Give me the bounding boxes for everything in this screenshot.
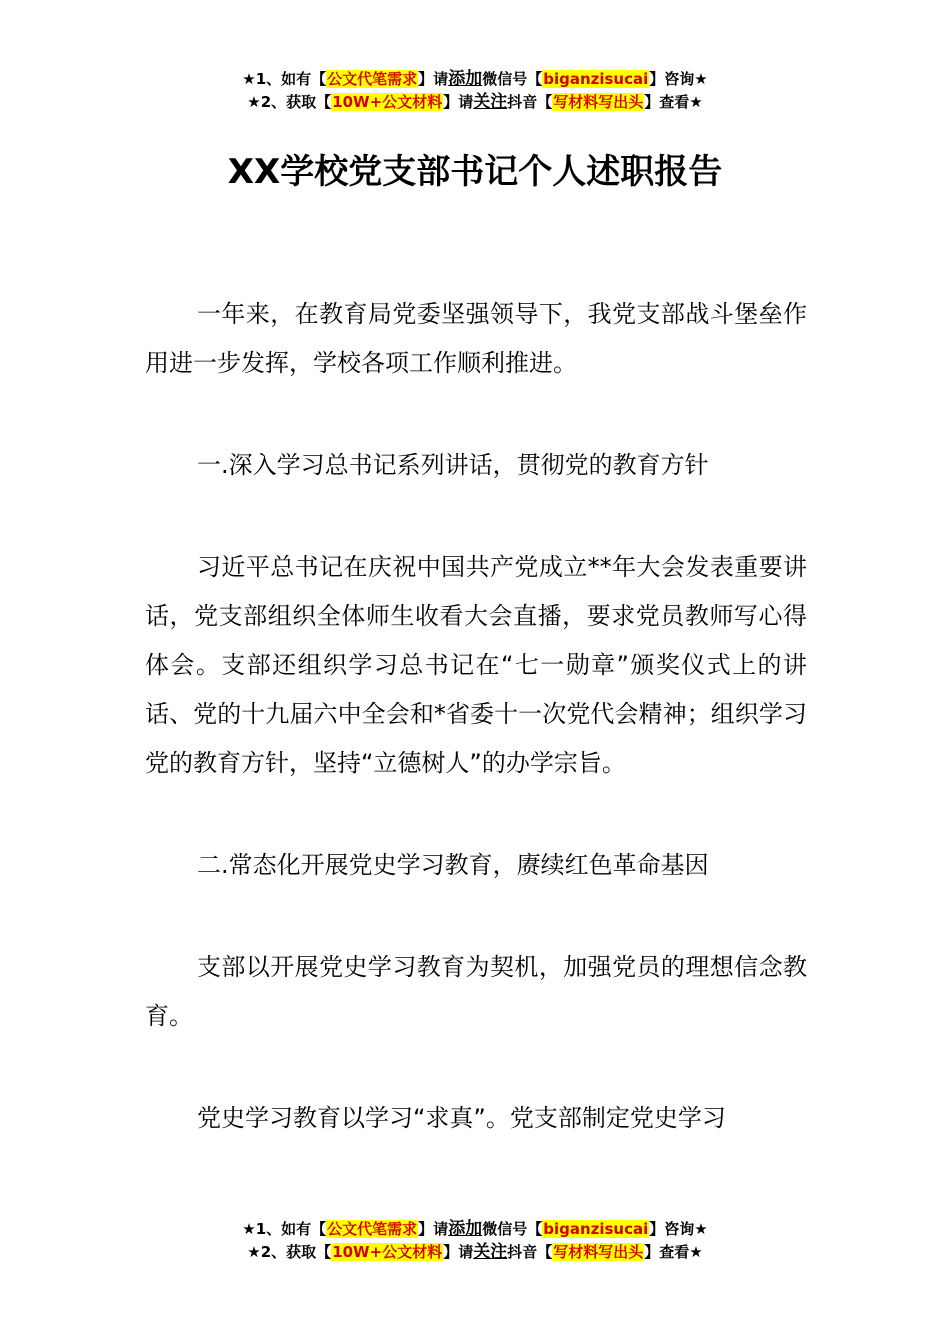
banner-text: 】请 [443, 1243, 474, 1261]
banner-text: 】咨询★ [649, 70, 708, 88]
banner-highlight: 公文代笔需求 [327, 70, 418, 88]
banner-highlight: biganzisucai [543, 70, 649, 88]
banner-highlight: 10W+公文材料 [332, 1243, 443, 1261]
banner-text: 】查看★ [644, 1243, 703, 1261]
banner-text: ★1、如有【 [242, 1220, 327, 1238]
banner-text: 抖音【 [507, 1243, 553, 1261]
banner-text: 】请 [418, 70, 449, 88]
banner-highlight: 写材料写出头 [553, 1243, 644, 1261]
banner-highlight: 公文代笔需求 [327, 1220, 418, 1238]
banner-line-1 [0, 68, 950, 91]
banner-text: 】请 [443, 93, 474, 111]
bottom-banner [0, 1218, 950, 1264]
banner-underlined: 添加 [448, 1219, 483, 1239]
banner-text: 】请 [418, 1220, 449, 1238]
document-title: XX学校党支部书记个人述职报告 [227, 152, 723, 192]
paragraph-section-2a: 支部以开展党史学习教育为契机，加强党员的理想信念教育。 [145, 953, 807, 1030]
banner-line-2 [0, 1241, 950, 1264]
top-banner [0, 68, 950, 114]
banner-text: ★2、获取【 [247, 93, 332, 111]
paragraph-intro: 一年来，在教育局党委坚强领导下，我党支部战斗堡垒作用进一步发挥，学校各项工作顺利推进。 [145, 300, 807, 377]
banner-text: 抖音【 [507, 93, 553, 111]
banner-underlined: 关注 [473, 1242, 508, 1262]
banner-highlight: 10W+公文材料 [332, 93, 443, 111]
banner-text: ★1、如有【 [242, 70, 327, 88]
paragraph-section-2b: 党史学习教育以学习“求真”。党支部制定党史学习 [197, 1104, 726, 1132]
section-heading-2: 二.常态化开展党史学习教育，赓续红色革命基因 [197, 851, 709, 879]
banner-line-1 [0, 1218, 950, 1241]
banner-line-2 [0, 91, 950, 114]
banner-text: 微信号【 [482, 70, 543, 88]
banner-highlight: 写材料写出头 [553, 93, 644, 111]
banner-underlined: 关注 [473, 92, 508, 112]
banner-text: 】咨询★ [649, 1220, 708, 1238]
banner-text: 微信号【 [482, 1220, 543, 1238]
banner-highlight: biganzisucai [543, 1220, 649, 1238]
banner-text: 】查看★ [644, 93, 703, 111]
banner-underlined: 添加 [448, 69, 483, 89]
document-body [145, 290, 807, 1196]
section-heading-1: 一.深入学习总书记系列讲话，贯彻党的教育方针 [197, 451, 709, 479]
paragraph-section-1: 习近平总书记在庆祝中国共产党成立**年大会发表重要讲话，党支部组织全体师生收看大会直播，要求党员教师写心得体会。支部还组织学习总书记在“七一勋章”颁奖仪式上的讲话、党的十九届六中全会和*省委十一次党代会精神；组织学习党的教育方针，坚持“立德树人”的办学宗旨。 [145, 553, 807, 777]
banner-text: ★2、获取【 [247, 1243, 332, 1261]
